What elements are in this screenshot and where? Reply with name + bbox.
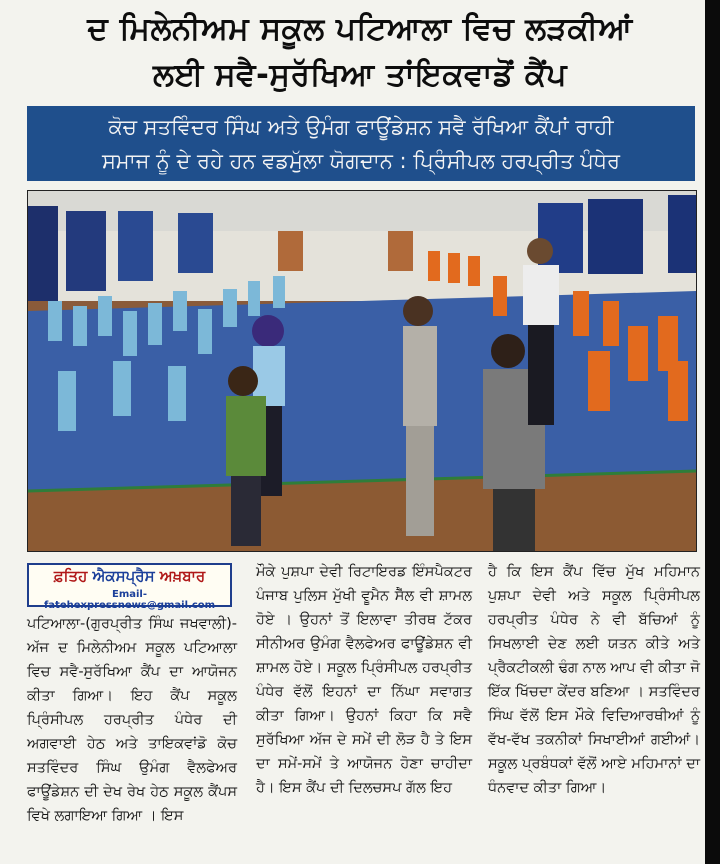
article-column-1-text: ਪਟਿਆਲਾ-(ਗੁਰਪ੍ਰੀਤ ਸਿੰਘ ਜਖਵਾਲੀ)-ਅੱਜ ਦ ਮਿਲੇਨੀਅਮ ਸਕੂਲ ਪਟਿਆਲਾ ਵਿਚ ਸਵੈ-ਸੁਰੱਖਿਆ ਕੈਂਪ ਦਾ ਆਯੋਜਨ ਕੀਤਾ ਗਿਆ। ਇਹ ਕੈਂਪ ਸਕੂਲ ਪ੍ਰਿੰਸੀਪਲ ਹਰਪ੍ਰੀਤ ਪੰਧੇਰ ਦੀ ਅਗਵਾਈ ਹੇਠ ਅਤੇ ਤਾਇਕਵਾਂਡੋ ਕੋਚ ਸਤਵਿੰਦਰ ਸਿੰਘ ਉਮੰਗ ਵੈਲਫੇਅਰ ਫਾਊਂਡੇਸ਼ਨ ਦੀ ਦੇਖ ਰੇਖ ਹੇਠ ਸਕੂਲ ਕੈਂਪਸ ਵਿਖੇ ਲਗਾਇਆ ਗਿਆ । ਇਸ xyxy=(27,616,237,824)
event-photo-illustration xyxy=(28,191,696,551)
masthead-email: Email-fatehexpressnews@gmail.com xyxy=(43,589,216,611)
article-column-1 xyxy=(27,612,237,828)
event-photo xyxy=(27,190,697,552)
masthead-part-3: ਅਖ਼ਬਾਰ xyxy=(159,567,206,585)
article-column-3-text: ਹੈ ਕਿ ਇਸ ਕੈਂਪ ਵਿੱਚ ਮੁੱਖ ਮਹਿਮਾਨ ਪੁਸ਼ਪਾ ਦੇਵੀ ਅਤੇ ਸਕੂਲ ਪ੍ਰਿੰਸੀਪਲ ਹਰਪ੍ਰੀਤ ਪੰਧੇਰ ਨੇ ਵੀ ਬੱਚਿਆਂ ਨੂੰ ਸਿਖਲਾਈ ਦੇਣ ਲਈ ਯਤਨ ਕੀਤੇ ਅਤੇ ਪ੍ਰੈਕਟੀਕਲੀ ਢੰਗ ਨਾਲ ਆਪ ਵੀ ਕੀਤਾ ਜੋ ਇੱਕ ਖਿੱਚਦਾ ਕੇਂਦਰ ਬਣਿਆ । ਸਤਵਿੰਦਰ ਸਿੰਘ ਵੱਲੋਂ ਇਸ ਮੌਕੇ ਵਿਦਿਆਰਥੀਆਂ ਨੂੰ ਵੱਖ-ਵੱਖ ਤਕਨੀਕਾਂ ਸਿਖਾਈਆਂ ਗਈਆਂ। ਸਕੂਲ ਪ੍ਰਬੰਧਕਾਂ ਵੱਲੋਂ ਆਏ ਮਹਿਮਾਨਾਂ ਦਾ ਧੰਨਵਾਦ ਕੀਤਾ ਗਿਆ। xyxy=(488,564,700,796)
article-column-3 xyxy=(488,560,700,800)
headline xyxy=(0,6,720,98)
article-column-2-text: ਮੌਕੇ ਪੁਸ਼ਪਾ ਦੇਵੀ ਰਿਟਾਇਰਡ ਇੰਸਪੈਕਟਰ ਪੰਜਾਬ ਪੁਲਿਸ ਮੁੱਖੀ ਵੂਮੈਨ ਸੈੱਲ ਵੀ ਸ਼ਾਮਲ ਹੋਏ । ਉਹਨਾਂ ਤੋਂ ਇਲਾਵਾ ਤੀਰਥ ਟੱਕਰ ਸੀਨੀਅਰ ਉਮੰਗ ਵੈਲਫੇਅਰ ਫਾਊਂਡੇਸ਼ਨ ਵੀ ਸ਼ਾਮਲ ਹੋਏ। ਸਕੂਲ ਪ੍ਰਿੰਸੀਪਲ ਹਰਪ੍ਰੀਤ ਪੰਧੇਰ ਵੱਲੋਂ ਇਹਨਾਂ ਦਾ ਨਿੱਘਾ ਸਵਾਗਤ ਕੀਤਾ ਗਿਆ। ਉਹਨਾਂ ਕਿਹਾ ਕਿ ਸਵੈ ਸੁਰੱਖਿਆ ਅੱਜ ਦੇ ਸਮੇਂ ਦੀ ਲੋੜ ਹੈ ਤੇ ਇਸ ਦਾ ਸਮੇਂ-ਸਮੇਂ ਤੇ ਆਯੋਜਨ ਹੋਣਾ ਚਾਹੀਦਾ ਹੈ। ਇਸ ਕੈਂਪ ਦੀ ਦਿਲਚਸਪ ਗੱਲ ਇਹ xyxy=(256,564,472,796)
subheadline-banner xyxy=(27,106,695,181)
masthead-title xyxy=(29,567,230,585)
headline-line-1: ਦ ਮਿਲੇਨੀਅਮ ਸਕੂਲ ਪਟਿਆਲਾ ਵਿਚ ਲੜਕੀਆਂ xyxy=(87,11,633,47)
subheadline-line-2: ਸਮਾਜ ਨੂੰ ਦੇ ਰਹੇ ਹਨ ਵਡਮੁੱਲਾ ਯੋਗਦਾਨ : ਪ੍ਰਿੰਸੀਪਲ ਹਰਪ੍ਰੀਤ ਪੰਧੇਰ xyxy=(101,149,621,173)
headline-line-2: ਲਈ ਸਵੈ-ਸੁਰੱਖਿਆ ਤਾਂਇਕਵਾਡੋਂ ਕੈਂਪ xyxy=(152,57,567,93)
masthead-part-2: ਐਕਸਪ੍ਰੈਸ xyxy=(92,567,160,585)
subheadline-line-1: ਕੋਚ ਸਤਵਿੰਦਰ ਸਿੰਘ ਅਤੇ ਉਮੰਗ ਫਾਊਂਡੇਸ਼ਨ ਸਵੈ ਰੱਖਿਆ ਕੈਂਪਾਂ ਰਾਹੀ xyxy=(108,115,614,139)
article-column-2 xyxy=(256,560,472,800)
masthead-part-1: ਫ਼ਤਿਹ xyxy=(53,567,93,585)
masthead-logo xyxy=(27,563,232,611)
scan-edge-shadow xyxy=(705,0,720,864)
